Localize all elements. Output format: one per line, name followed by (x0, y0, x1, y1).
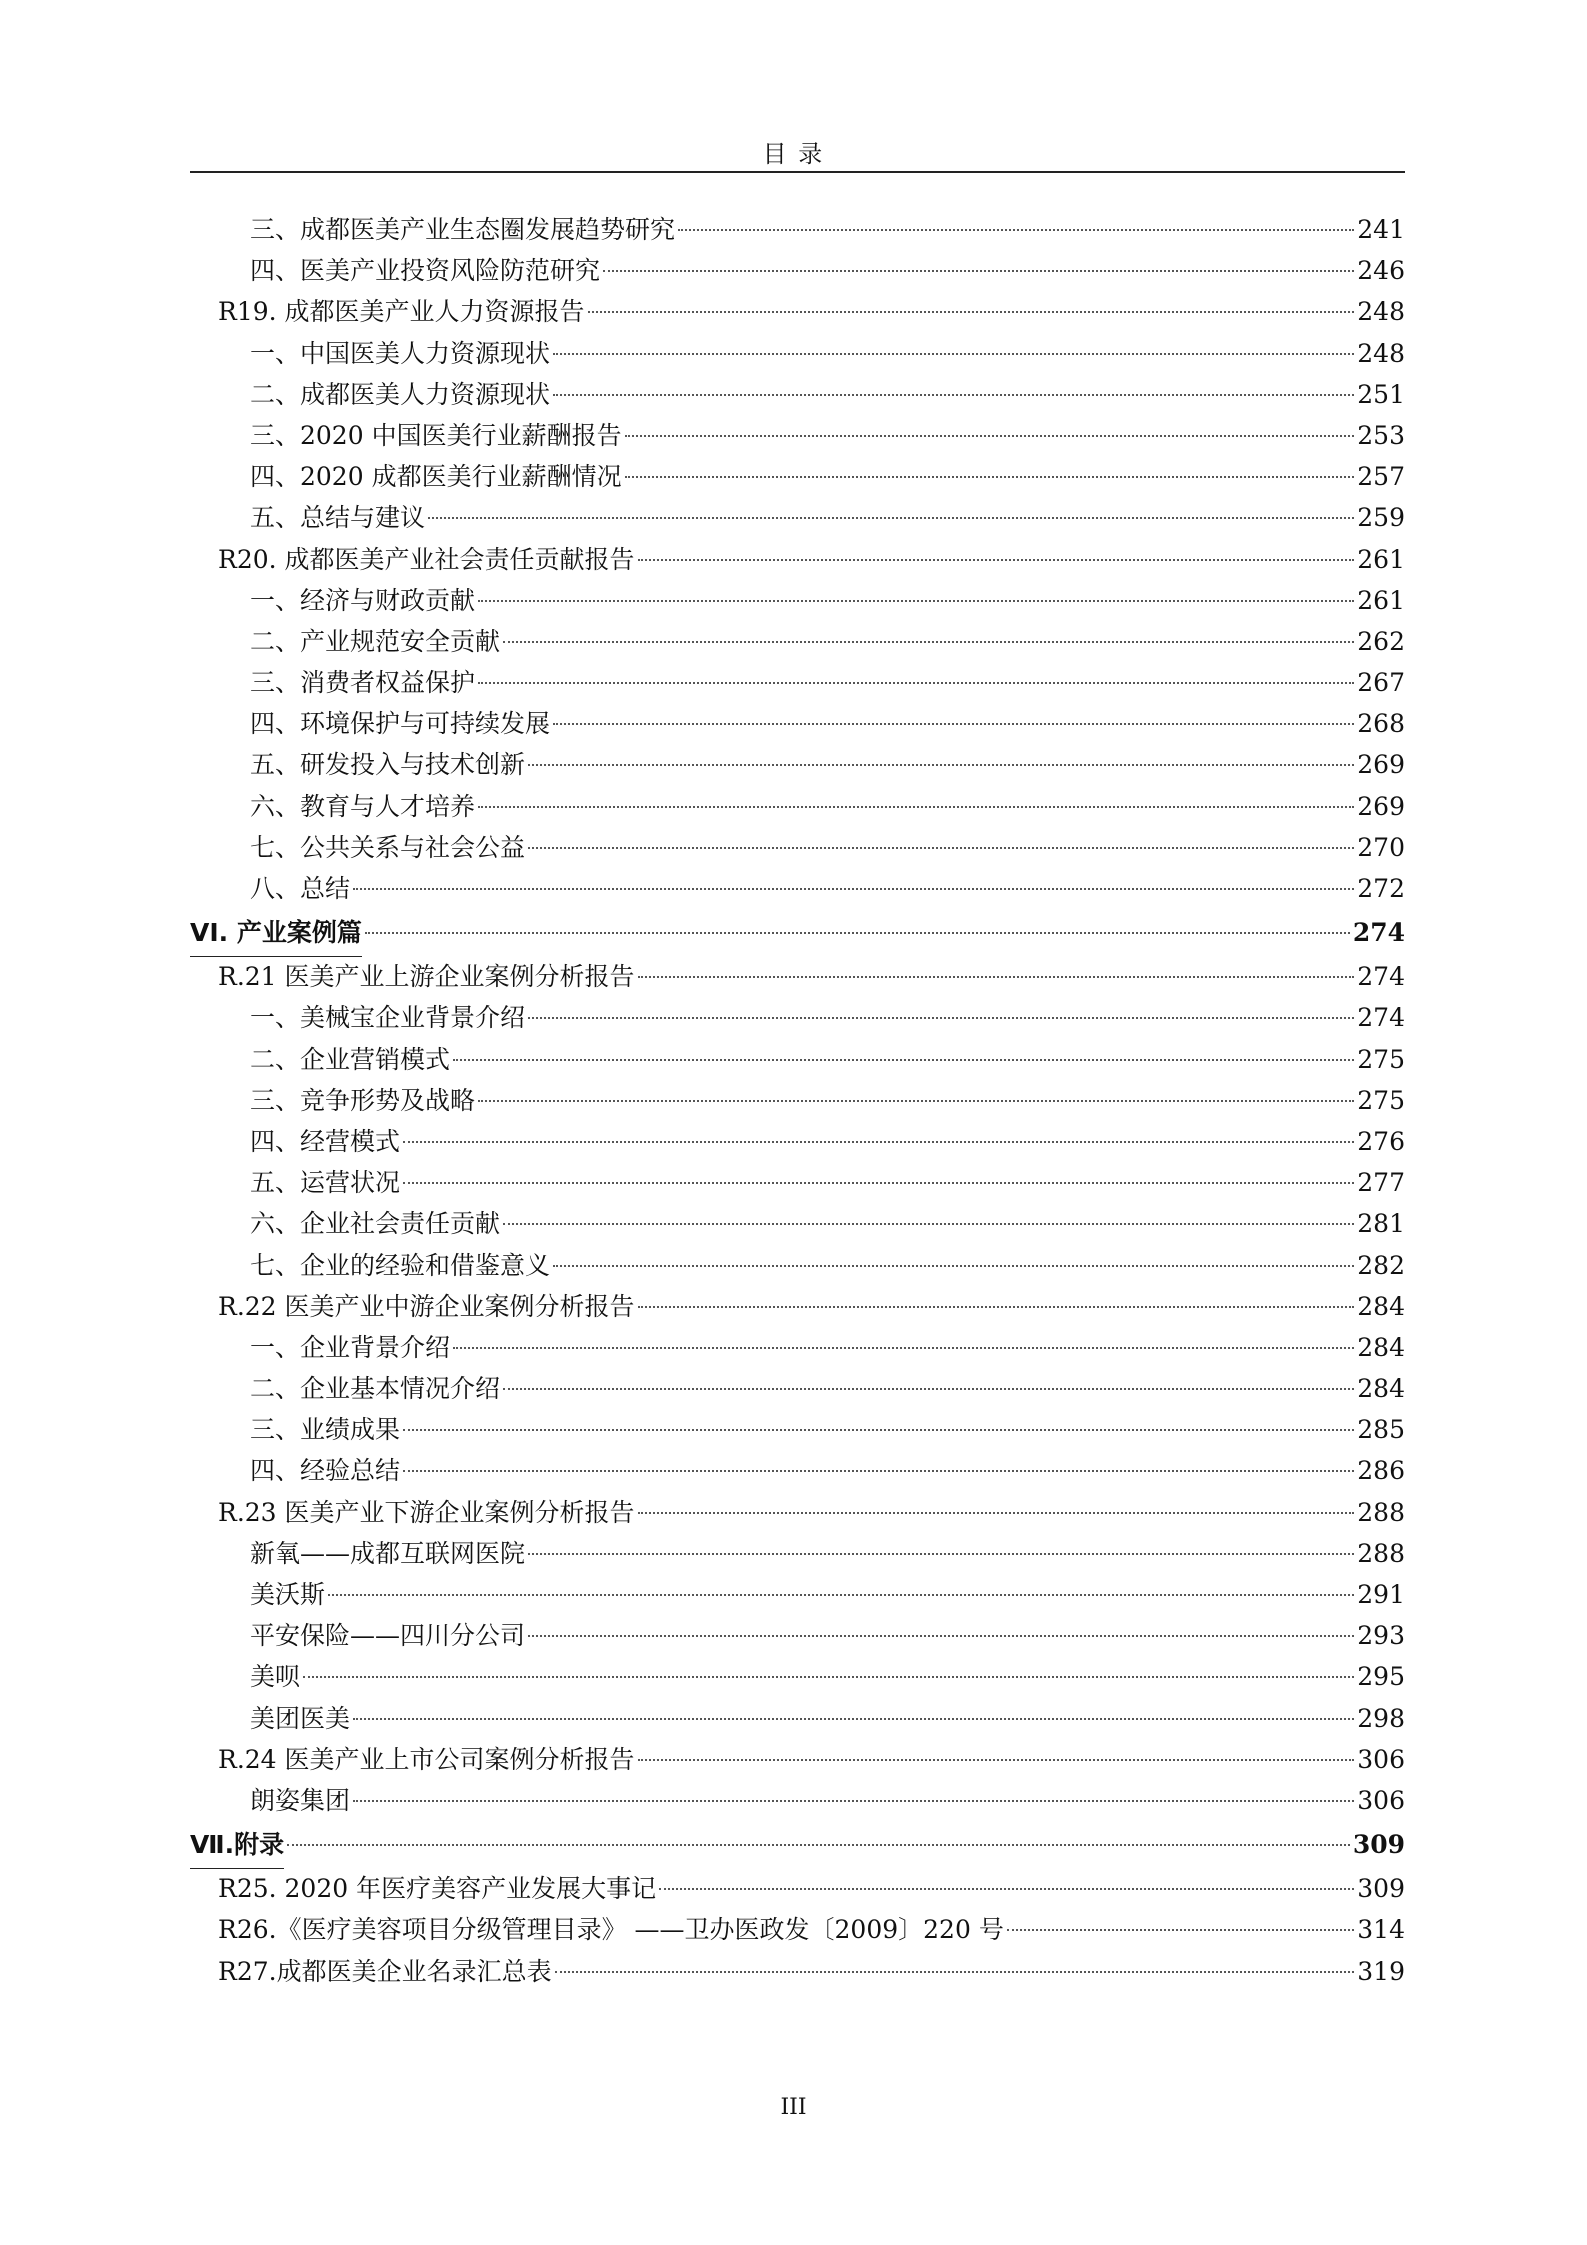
toc-entry-label: 美团医美 (250, 1703, 351, 1733)
toc-item-row[interactable] (190, 1450, 1405, 1491)
toc-page-number: 285 (1357, 1415, 1405, 1445)
toc-item-row[interactable] (190, 621, 1405, 662)
toc-entry-label: 三、竞争形势及战略 (250, 1085, 476, 1115)
toc-page-number: 268 (1357, 709, 1405, 739)
toc-page-number: 314 (1357, 1915, 1405, 1945)
toc-entry-label: 七、公共关系与社会公益 (250, 832, 526, 862)
toc-page-number: 261 (1357, 585, 1405, 615)
toc-dot-leader (553, 394, 1354, 396)
toc-dot-leader (503, 1223, 1354, 1225)
toc-entry-label: 二、产业规范安全贡献 (250, 626, 501, 656)
toc-entry-label: R25. 2020 年医疗美容产业发展大事记 (218, 1874, 657, 1904)
toc-item-row[interactable] (190, 703, 1405, 744)
toc-dot-leader (638, 1306, 1355, 1308)
toc-report-row[interactable] (190, 1286, 1405, 1327)
page-number: III (780, 2095, 807, 2120)
toc-page-number: 306 (1357, 1744, 1405, 1774)
toc-entry-label: 五、运营状况 (250, 1168, 401, 1198)
toc-entry-label: 三、2020 中国医美行业薪酬报告 (250, 420, 622, 450)
toc-entry-label: 七、企业的经验和借鉴意义 (250, 1250, 551, 1280)
toc-dot-leader (428, 517, 1354, 519)
toc-item-row[interactable] (190, 1162, 1405, 1203)
toc-entry-label: 美沃斯 (250, 1580, 326, 1609)
toc-item-row[interactable] (190, 415, 1405, 456)
toc-page-number: 284 (1357, 1374, 1405, 1404)
toc-item-row[interactable] (190, 1121, 1405, 1162)
toc-entry-label: 八、总结 (250, 874, 351, 903)
toc-page-number: 275 (1357, 1044, 1405, 1074)
toc-dot-leader (528, 1635, 1354, 1637)
toc-dot-leader (478, 806, 1354, 808)
toc-dot-leader (365, 932, 1350, 934)
toc-report-row[interactable] (190, 1739, 1405, 1780)
toc-item-row[interactable] (190, 333, 1405, 374)
toc-item-row[interactable] (190, 1698, 1405, 1739)
toc-section-row[interactable] (190, 1821, 1405, 1868)
toc-dot-leader (353, 1800, 1354, 1802)
toc-item-row[interactable] (190, 1656, 1405, 1697)
toc-entry-label: R.24 医美产业上市公司案例分析报告 (218, 1744, 635, 1774)
toc-page-number: 275 (1357, 1085, 1405, 1115)
toc-item-row[interactable] (190, 209, 1405, 250)
toc-page-number: 274 (1352, 918, 1405, 948)
toc-dot-leader (1007, 1929, 1354, 1931)
toc-page-number: 284 (1357, 1291, 1405, 1321)
header-rule (190, 171, 1405, 173)
toc-dot-leader (453, 1059, 1354, 1061)
toc-entry-label: 五、总结与建议 (250, 503, 426, 533)
toc-dot-leader (353, 888, 1354, 890)
toc-entry-label: 新氧——成都互联网医院 (250, 1538, 526, 1568)
toc-item-row[interactable] (190, 1368, 1405, 1409)
toc-report-row[interactable] (190, 1909, 1405, 1950)
toc-item-row[interactable] (190, 250, 1405, 291)
toc-entry-label: R.21 医美产业上游企业案例分析报告 (218, 962, 635, 992)
toc-page-number: 259 (1357, 503, 1405, 533)
toc-dot-leader (553, 1265, 1354, 1267)
toc-page-number: 288 (1357, 1497, 1405, 1527)
toc-item-row[interactable] (190, 580, 1405, 621)
toc-dot-leader (353, 1718, 1354, 1720)
toc-entry-label: 朗姿集团 (250, 1785, 351, 1815)
toc-page-number: 269 (1357, 791, 1405, 821)
toc-page-number: 309 (1357, 1874, 1405, 1904)
toc-page-number: 269 (1357, 750, 1405, 780)
toc-dot-leader (588, 311, 1355, 313)
toc-item-row[interactable] (190, 1080, 1405, 1121)
toc-page-number: 274 (1357, 1003, 1405, 1033)
toc-dot-leader (528, 1553, 1354, 1555)
toc-item-row[interactable] (190, 374, 1405, 415)
toc-dot-leader (638, 1759, 1355, 1761)
toc-page-number: 246 (1357, 256, 1405, 286)
toc-item-row[interactable] (190, 456, 1405, 497)
toc-dot-leader (478, 600, 1354, 602)
toc-dot-leader (625, 476, 1355, 478)
toc-page-number: 248 (1357, 338, 1405, 368)
toc-item-row[interactable] (190, 827, 1405, 868)
toc-entry-label: R20. 成都医美产业社会责任贡献报告 (218, 544, 635, 574)
toc-dot-leader (638, 559, 1355, 561)
toc-page-number: 261 (1357, 544, 1405, 574)
toc-dot-leader (287, 1844, 1350, 1846)
toc-item-row[interactable] (190, 1327, 1405, 1368)
toc-entry-label: 四、2020 成都医美行业薪酬情况 (250, 462, 622, 492)
toc-entry-label: 三、成都医美产业生态圈发展趋势研究 (250, 215, 676, 244)
toc-item-row[interactable] (190, 1574, 1405, 1615)
toc-page-number: 276 (1357, 1126, 1405, 1156)
toc-entry-label: 五、研发投入与技术创新 (250, 750, 526, 780)
toc-page-number: 272 (1357, 874, 1405, 903)
toc-dot-leader (328, 1594, 1354, 1596)
toc-section-row[interactable] (190, 909, 1405, 956)
toc-entry-label: 二、成都医美人力资源现状 (250, 379, 551, 409)
toc-report-row[interactable] (190, 1492, 1405, 1533)
toc-item-row[interactable] (190, 1615, 1405, 1656)
toc-entry-label: 平安保险——四川分公司 (250, 1621, 526, 1651)
toc-entry-label: 四、经验总结 (250, 1456, 401, 1486)
toc-report-row[interactable] (190, 1868, 1405, 1909)
toc-dot-leader (303, 1676, 1354, 1678)
page-header-title: 目 录 (762, 140, 825, 168)
toc-entry-label: 一、中国医美人力资源现状 (250, 338, 551, 368)
toc-page-number: 295 (1357, 1662, 1405, 1692)
toc-entry-label: 三、业绩成果 (250, 1415, 401, 1445)
toc-entry-label: R26.《医疗美容项目分级管理目录》 ——卫办医政发〔2009〕220 号 (218, 1915, 1004, 1945)
toc-item-row[interactable] (190, 997, 1405, 1038)
toc-entry-label: 四、经营模式 (250, 1126, 401, 1156)
toc-entry-label: 三、消费者权益保护 (250, 668, 476, 698)
toc-entry-label: 一、美械宝企业背景介绍 (250, 1003, 526, 1033)
toc-dot-leader (478, 1100, 1354, 1102)
toc-page-number: 282 (1357, 1250, 1405, 1280)
toc-entry-label: 一、经济与财政贡献 (250, 585, 476, 615)
toc-page-number: 257 (1357, 462, 1405, 492)
toc-page-number: 248 (1357, 297, 1405, 327)
toc-item-row[interactable] (190, 744, 1405, 785)
toc-dot-leader (478, 682, 1354, 684)
toc-page-number: 274 (1357, 962, 1405, 992)
toc-dot-leader (553, 723, 1354, 725)
toc-dot-leader (678, 229, 1354, 231)
toc-item-row[interactable] (190, 868, 1405, 909)
toc-dot-leader (659, 1888, 1354, 1890)
toc-entry-label: 二、企业营销模式 (250, 1044, 451, 1074)
toc-item-row[interactable] (190, 1039, 1405, 1080)
toc-entry-label: 美呗 (250, 1662, 301, 1692)
toc-item-row[interactable] (190, 1245, 1405, 1286)
toc-dot-leader (603, 270, 1354, 272)
toc-page-number: 251 (1357, 379, 1405, 409)
toc-entry-label: 一、企业背景介绍 (250, 1332, 451, 1362)
toc-page-number: 284 (1357, 1332, 1405, 1362)
toc-page-number: 298 (1357, 1703, 1405, 1733)
toc-report-row[interactable] (190, 539, 1405, 580)
toc-page-number: 262 (1357, 626, 1405, 656)
toc-item-row[interactable] (190, 1409, 1405, 1450)
toc-page-number: 309 (1352, 1830, 1405, 1860)
toc-entry-label: VI. 产业案例篇 (190, 909, 362, 957)
toc-page-number: 253 (1357, 420, 1405, 450)
toc-entry-label: R19. 成都医美产业人力资源报告 (218, 297, 585, 327)
toc-page-number: 241 (1357, 215, 1405, 244)
toc-item-row[interactable] (190, 1780, 1405, 1821)
toc-entry-label: R.23 医美产业下游企业案例分析报告 (218, 1497, 635, 1527)
toc-item-row[interactable] (190, 662, 1405, 703)
toc-dot-leader (403, 1182, 1354, 1184)
toc-item-row[interactable] (190, 1533, 1405, 1574)
toc-dot-leader (625, 435, 1355, 437)
toc-entry-label: R27.成都医美企业名录汇总表 (218, 1956, 552, 1986)
toc-dot-leader (528, 764, 1354, 766)
toc-page-number: 291 (1357, 1580, 1405, 1609)
toc-dot-leader (403, 1470, 1354, 1472)
toc-item-row[interactable] (190, 786, 1405, 827)
toc-report-row[interactable] (190, 1951, 1405, 1992)
toc-page-number: 293 (1357, 1621, 1405, 1651)
toc-report-row[interactable] (190, 291, 1405, 332)
toc-dot-leader (638, 1512, 1355, 1514)
toc-dot-leader (555, 1971, 1355, 1973)
toc-page-number: 286 (1357, 1456, 1405, 1486)
toc-page-number: 319 (1357, 1956, 1405, 1986)
toc-report-row[interactable] (190, 956, 1405, 997)
toc-page-number: 270 (1357, 832, 1405, 862)
toc-dot-leader (453, 1347, 1354, 1349)
toc-page-number: 306 (1357, 1785, 1405, 1815)
toc-dot-leader (503, 641, 1354, 643)
toc-dot-leader (403, 1141, 1354, 1143)
toc-dot-leader (528, 1017, 1354, 1019)
toc-dot-leader (638, 976, 1355, 978)
toc-entry-label: 四、医美产业投资风险防范研究 (250, 256, 601, 286)
toc-item-row[interactable] (190, 497, 1405, 538)
toc-entry-label: 二、企业基本情况介绍 (250, 1374, 501, 1404)
toc-entry-label: R.22 医美产业中游企业案例分析报告 (218, 1291, 635, 1321)
toc-dot-leader (528, 847, 1354, 849)
toc-entry-label: 六、教育与人才培养 (250, 791, 476, 821)
toc-dot-leader (503, 1388, 1354, 1390)
toc-page-number: 288 (1357, 1538, 1405, 1568)
toc-dot-leader (553, 353, 1354, 355)
toc-item-row[interactable] (190, 1203, 1405, 1244)
toc-page-number: 277 (1357, 1168, 1405, 1198)
table-of-contents (190, 209, 1405, 1992)
toc-page-number: 267 (1357, 668, 1405, 698)
toc-entry-label: Ⅶ.附录 (190, 1821, 284, 1869)
toc-dot-leader (403, 1429, 1354, 1431)
toc-entry-label: 六、企业社会责任贡献 (250, 1209, 501, 1239)
toc-entry-label: 四、环境保护与可持续发展 (250, 709, 551, 739)
toc-page-number: 281 (1357, 1209, 1405, 1239)
